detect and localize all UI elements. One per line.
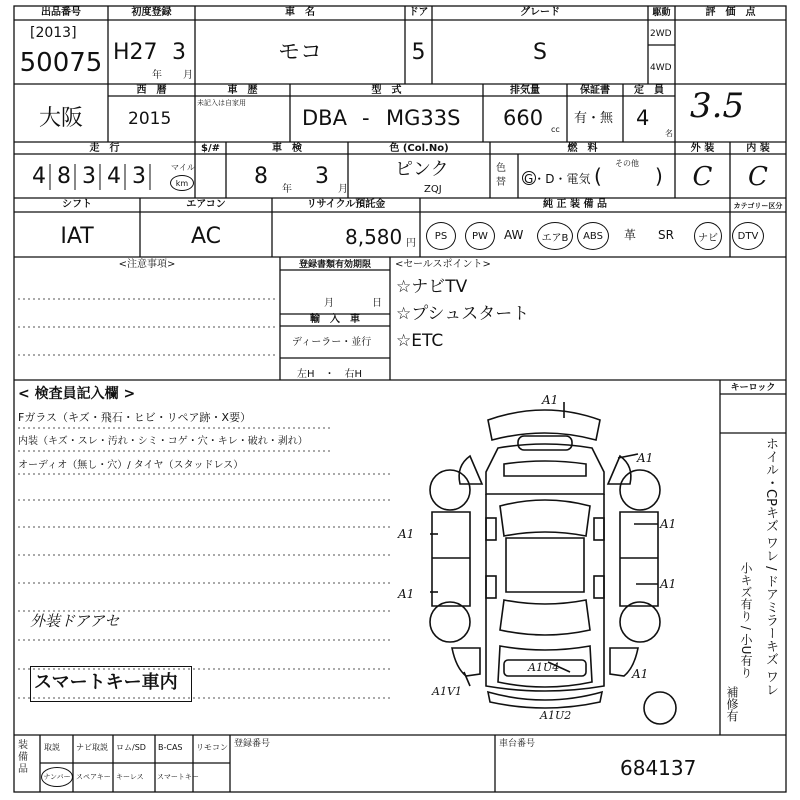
damage-mark: A1U2: [540, 709, 572, 722]
damage-mark: A1: [637, 451, 654, 465]
acc-item: スペアキー: [76, 773, 111, 781]
chassis-no-label: 車台番号: [499, 739, 536, 749]
warranty-value: 有・無: [574, 111, 614, 126]
damage-mark: A1U4: [528, 661, 560, 674]
header-aircon: エアコン: [186, 199, 226, 210]
capacity-unit: 名: [665, 129, 673, 138]
reg-valid-month: 月: [324, 298, 334, 309]
header-warranty: 保証書: [580, 85, 610, 96]
capacity-value: 4: [636, 106, 650, 130]
header-inspection: 車 検: [272, 143, 302, 154]
header-exterior: 外 装: [690, 143, 715, 154]
header-displacement: 排気量: [510, 85, 540, 96]
damage-mark: A1: [660, 577, 677, 591]
header-category: カテゴリー区分: [733, 202, 783, 210]
inspection-month: 3: [315, 164, 329, 189]
fuel-other: その他: [615, 159, 639, 168]
damage-mark: A1: [660, 517, 677, 531]
equip-pw: PW: [465, 222, 495, 250]
model-dash: -: [362, 106, 370, 130]
color-code: ZQJ: [424, 184, 442, 195]
chassis-no: 684137: [620, 756, 697, 780]
header-car-name: 車 名: [285, 7, 315, 18]
displacement-value: 660: [503, 106, 544, 130]
sales-point: ☆プシュスタート: [396, 304, 530, 324]
header-notes: <注意事項>: [118, 259, 176, 270]
sales-point: ☆ナビTV: [396, 277, 468, 297]
note-exterior: 外装ドアアセ: [30, 612, 120, 630]
header-sales-points: <セールスポイント>: [395, 259, 491, 270]
header-recycle: リサイクル預託金: [306, 199, 386, 210]
mileage-digit: 3: [132, 164, 146, 189]
recycle-unit: 円: [406, 238, 416, 249]
recycle-value: 8,580: [345, 225, 403, 249]
reg-valid-day: 日: [372, 298, 382, 309]
car-name: モコ: [277, 40, 322, 65]
header-reg-valid: 登録書類有効期限: [298, 260, 371, 270]
model-code: MG33S: [386, 106, 461, 130]
right-note-3: 補修有: [725, 686, 739, 722]
mileage-digit: 4: [32, 164, 46, 189]
first-reg-month: 3: [172, 40, 186, 65]
check-interior: 内装（キズ・スレ・汚れ・シミ・コゲ・穴・キレ・破れ・剥れ）: [18, 436, 308, 447]
right-note-2: 小キズ有り / 小U有り: [739, 562, 753, 679]
right-note-1: ホイル・CPキズ ワレ / ドアミラーキズ ワレ: [763, 437, 778, 696]
rating-value: 3.5: [690, 86, 745, 126]
region-value: 大阪: [38, 106, 83, 131]
acc-item: ナンバー: [41, 767, 73, 787]
equip-abs: ABS: [577, 222, 609, 250]
fuel-paren-open: (: [594, 164, 602, 188]
header-model-type: 型 式: [371, 85, 402, 96]
first-reg-year-unit: 年: [152, 70, 162, 81]
check-audio: オーディオ（無し・穴）/ タイヤ（スタッドレス）: [18, 460, 244, 471]
damage-mark: A1V1: [432, 685, 462, 698]
equip-leather: 革: [624, 228, 637, 242]
equip-ps: PS: [426, 222, 456, 250]
first-reg-era: H27: [113, 40, 158, 65]
color-swap: 色替: [496, 163, 506, 188]
model-year-value: 2015: [128, 109, 172, 129]
header-grade: グレード: [520, 7, 560, 18]
acc-item: B-CAS: [158, 743, 183, 752]
damage-mark: A1: [398, 527, 415, 541]
header-meter-swap: $/#: [201, 143, 220, 154]
history-note: 未記入は自家用: [197, 99, 246, 107]
header-import: 輸 入 車: [310, 314, 360, 325]
sales-point: ☆ETC: [396, 331, 444, 351]
equip-sr: SR: [658, 228, 674, 242]
header-keylock: キーロック: [730, 383, 776, 393]
note-smartkey: スマートキー車内: [34, 672, 178, 693]
import-dealer: ディーラー・並行: [292, 337, 372, 348]
model-prefix: DBA: [302, 106, 347, 130]
grade-value: S: [533, 40, 547, 65]
inspection-month-unit: 月: [338, 184, 348, 195]
lot-number: 50075: [19, 48, 103, 78]
color-name: ピンク: [395, 159, 449, 180]
header-color: 色 (Col.No): [389, 143, 449, 154]
header-model-year: 西 暦: [136, 85, 167, 96]
import-handle: 左H ・ 右H: [297, 369, 363, 380]
header-first-reg: 初度登録: [131, 7, 172, 18]
lot-year-bracket: [2013]: [30, 25, 77, 41]
aircon-value: AC: [190, 224, 222, 249]
header-shift: シフト: [62, 199, 92, 210]
mileage-unit-km: km: [170, 175, 194, 191]
mileage-digit: 8: [57, 164, 71, 189]
fuel-value: G・D・電気: [524, 172, 591, 186]
mileage-digit: 4: [107, 164, 121, 189]
header-drive: 駆動: [652, 8, 671, 18]
damage-mark: A1: [632, 667, 649, 681]
header-door: ドア: [408, 7, 429, 18]
mileage-unit-mile: マイル: [171, 163, 195, 172]
equip-dtv: DTV: [732, 222, 764, 250]
check-f-glass: Fガラス（キズ・飛石・ヒビ・リペア跡・X要）: [18, 411, 252, 424]
interior-grade: C: [748, 162, 768, 192]
header-inspector: < 検査員記入欄 >: [18, 386, 136, 402]
acc-item: キーレス: [116, 773, 144, 781]
acc-item: ナビ取説: [76, 743, 108, 752]
header-mileage: 走 行: [89, 143, 120, 154]
displacement-unit: cc: [551, 125, 560, 134]
accessories-label: 装備品: [18, 740, 28, 775]
drive-4wd: 4WD: [650, 63, 672, 73]
door-count: 5: [411, 40, 426, 65]
drive-2wd: 2WD: [650, 29, 672, 39]
header-interior: 内 装: [746, 143, 770, 154]
mileage-digit: 3: [82, 164, 96, 189]
header-rating: 評 価 点: [705, 7, 756, 18]
acc-item: ロム/SD: [116, 743, 146, 752]
inspection-year-unit: 年: [282, 184, 292, 195]
damage-mark: A1: [398, 587, 415, 601]
header-fuel: 燃 料: [567, 143, 598, 154]
acc-item: 取説: [44, 743, 60, 752]
exterior-grade: C: [692, 162, 713, 192]
header-history: 車 歴: [227, 85, 258, 96]
equip-navi: ナビ: [694, 222, 722, 250]
car-diagram: [400, 393, 720, 732]
acc-item: スマートキー: [157, 773, 199, 781]
equip-airbag: エアB: [537, 222, 573, 250]
damage-mark: A1: [542, 393, 559, 407]
shift-value: IAT: [60, 224, 94, 249]
header-lot-no: 出品番号: [41, 7, 81, 18]
inspection-year: 8: [254, 164, 268, 189]
first-reg-month-unit: 月: [183, 70, 193, 81]
acc-item: リモコン: [196, 743, 228, 752]
header-equipment: 純 正 装 備 品: [543, 199, 607, 210]
header-capacity: 定 員: [634, 85, 664, 96]
equip-aw: AW: [504, 228, 524, 242]
fuel-paren-close: ): [655, 164, 663, 188]
reg-number-label: 登録番号: [234, 739, 271, 749]
